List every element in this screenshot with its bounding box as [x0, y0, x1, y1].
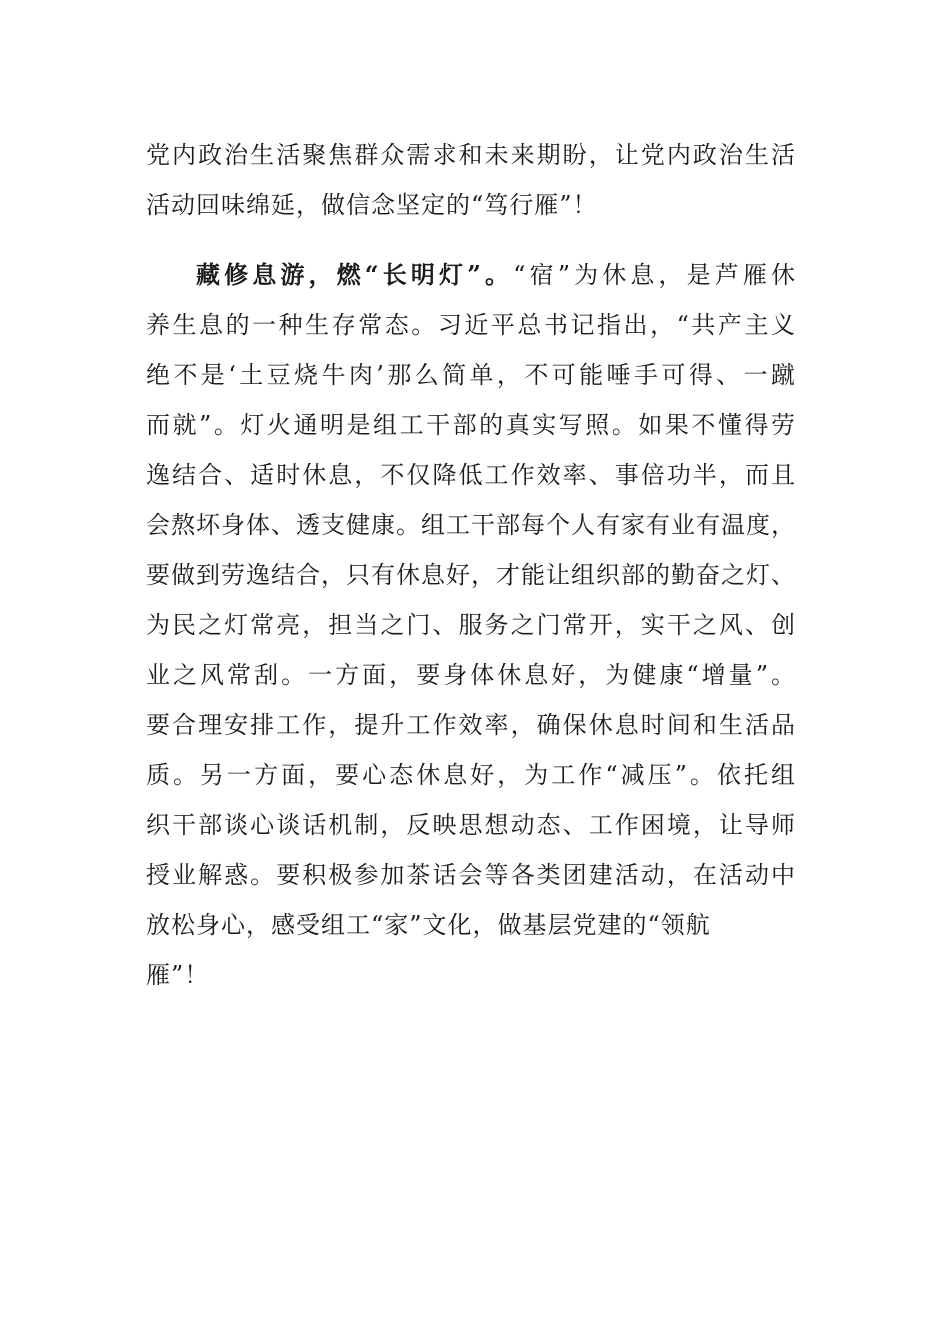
paragraph-line: 要做到劳逸结合，只有休息好，才能让组织部的勤奋之灯、: [146, 561, 796, 589]
paragraph-2: [146, 250, 806, 1000]
paragraph-line: 质。另一方面，要心态休息好，为工作“减压”。依托组: [146, 761, 796, 789]
paragraph-first-line: [146, 250, 796, 300]
paragraph-1: [146, 130, 806, 230]
paragraph-spacing: [146, 230, 806, 250]
paragraph-line: 党内政治生活聚焦群众需求和未来期盼，让党内政治生活: [146, 141, 796, 169]
paragraph-line: 业之风常刮。一方面，要身体休息好，为健康“增量”。: [146, 661, 796, 689]
document-body: [146, 130, 806, 1000]
paragraph-line: 养生息的一种生存常态。习近平总书记指出，“共产主义: [146, 311, 796, 339]
paragraph-line: 为民之灯常亮，担当之门、服务之门常开，实干之风、创: [146, 611, 796, 639]
paragraph-line: 活动回味绵延，做信念坚定的“笃行雁”！: [146, 191, 598, 219]
paragraph-line: 织干部谈心谈话机制，反映思想动态、工作困境，让导师: [146, 811, 796, 839]
paragraph-line: 要合理安排工作，提升工作效率，确保休息时间和生活品: [146, 711, 796, 739]
paragraph-line: 雁”！: [146, 961, 210, 989]
paragraph-line: 绝不是‘土豆烧牛肉’那么简单，不可能唾手可得、一蹴: [146, 361, 796, 389]
paragraph-first-line-text: “宿”为休息，是芦雁休: [513, 261, 797, 289]
paragraph-line: 放松身心，感受组工“家”文化，做基层党建的“领航: [146, 911, 711, 939]
paragraph-line: 逸结合、适时休息，不仅降低工作效率、事倍功半，而且: [146, 461, 796, 489]
paragraph-heading: 藏修息游，燃“长明灯”。: [196, 260, 514, 289]
paragraph-line: 会熬坏身体、透支健康。组工干部每个人有家有业有温度，: [146, 511, 796, 539]
paragraph-line: 授业解惑。要积极参加茶话会等各类团建活动，在活动中: [146, 861, 796, 889]
paragraph-line: 而就”。灯火通明是组工干部的真实写照。如果不懂得劳: [146, 411, 796, 439]
